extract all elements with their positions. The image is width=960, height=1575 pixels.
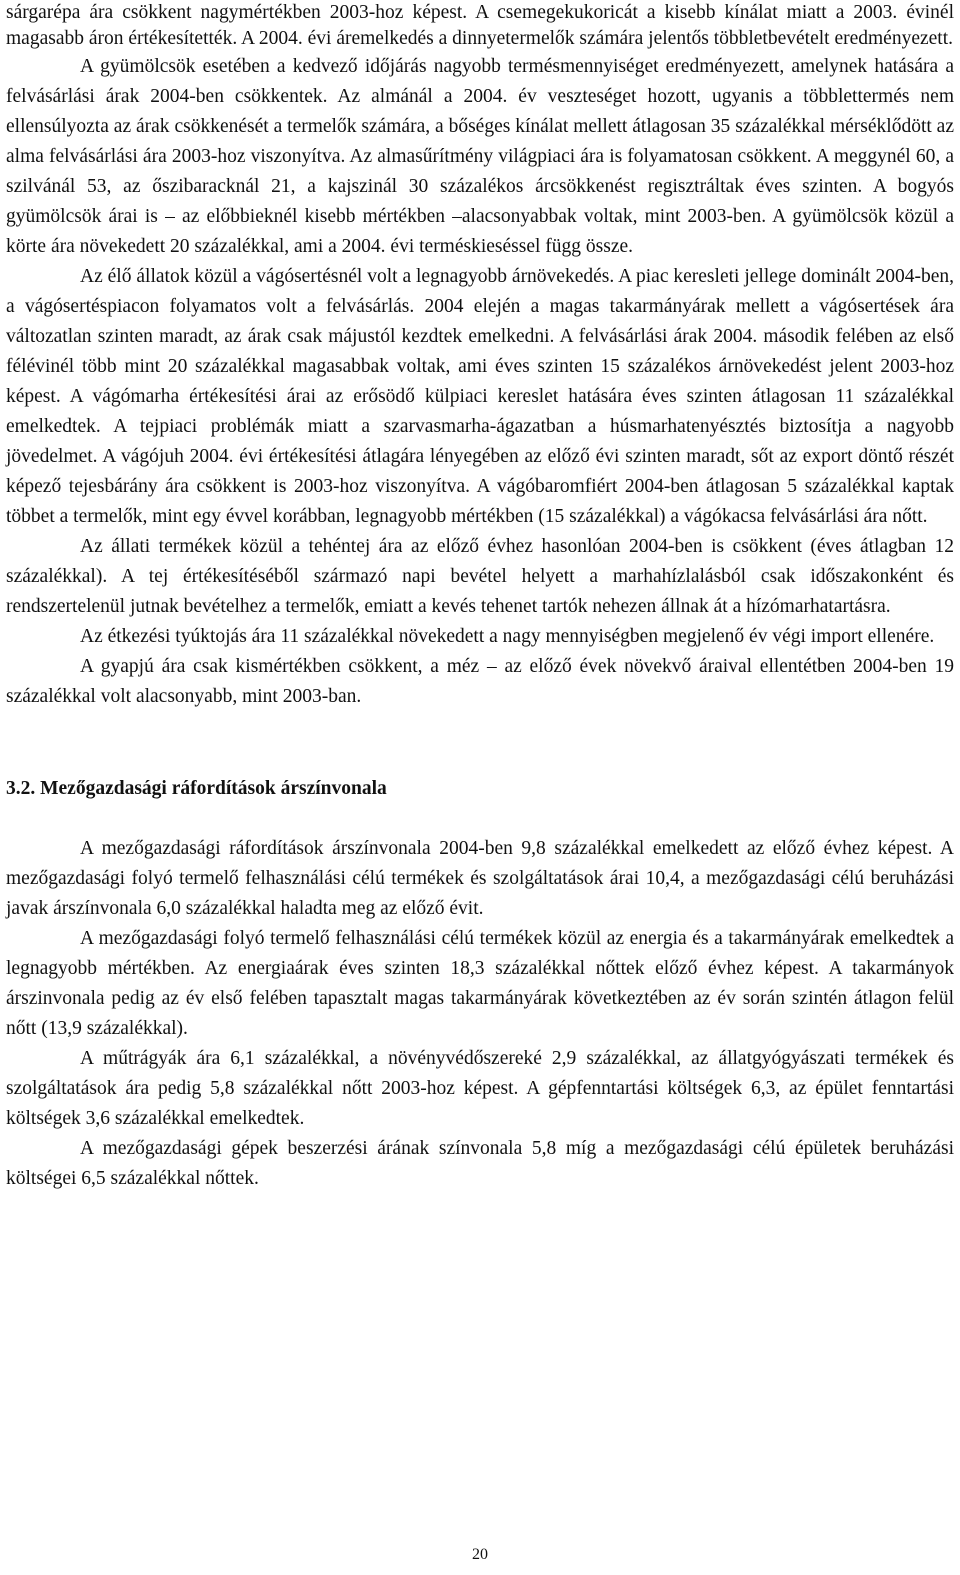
paragraph: A mezőgazdasági folyó termelő felhasználási célú termékek közül az energia és a takarmányárak emelkedtek a legnagyobb mértékben. Az energiaárak éves szinten 18,3 százalékkal nőttek előző évhez képest. A takarmányok árszinvonala pedig az év első felében tapasztalt magas takarmányárak következtében az év során szintén átlagon felül nőtt (13,9 százalékkal). [6, 928, 954, 1039]
spacer [6, 712, 954, 774]
paragraph: Az étkezési tyúktojás ára 11 százalékkal növekedett a nagy mennyiségben megjelenő év végi import ellenére. [80, 626, 935, 647]
section-title: Mezőgazdasági ráfordítások árszínvonala [40, 778, 387, 799]
paragraph: sárgarépa ára csökkent nagymértékben 2003-hoz képest. A csemegekukoricát a kisebb kínálat miatt a 2003. évinél magasabb áron értékesítették. A 2004. évi áremelkedés a dinnyetermelők számára jelentős többletbevételt eredményezett. [6, 2, 954, 49]
paragraph: A gyapjú ára csak kismértékben csökkent, a méz – az előző évek növekvő áraival ellentétben 2004-ben 19 százalékkal volt alacsonyabb, mint 2003-ban. [6, 656, 954, 707]
spacer [6, 804, 954, 834]
document-page [6, 0, 954, 1194]
paragraph: Az állati termékek közül a tehéntej ára az előző évhez hasonlóan 2004-ben is csökkent (éves átlagban 12 százalékkal). A tej értékesítéséből származó napi bevétel helyett a marhahízlalásból csak időszakonként és rendszertelenül jutnak bevételhez a termelők, emiatt a kevés tehenet tartók nehezen állnak át a hízómarhatartásra. [6, 536, 954, 617]
paragraph: A műtrágyák ára 6,1 százalékkal, a növényvédőszereké 2,9 százalékkal, az állatgyógyászati termékek és szolgáltatások ára pedig 5,8 százalékkal nőtt 2003-hoz képest. A gépfenntartási költségek 6,3, az épület fenntartási költségek 3,6 százalékkal emelkedtek. [6, 1048, 954, 1129]
paragraph: Az élő állatok közül a vágósertésnél volt a legnagyobb árnövekedés. A piac keresleti jellege dominált 2004-ben, a vágósertéspiacon folyamatos volt a felvásárlás. 2004 elején a magas takarmányárak mellett a vágósertések ára változatlan szinten maradt, az árak csak májustól kezdtek emelkedni. A felvásárlási árak 2004. második felében az első félévinél több mint 20 százalékkal magasabbak voltak, ami éves szinten 15 százalékos árnövekedést jelent 2003-hoz képest. A vágómarha értékesítési árai az erősödő külpiaci kereslet hatására éves szinten átlagosan 11 százalékkal emelkedtek. A tejpiaci problémák miatt a szarvasmarha-ágazatban a húsmarhatenyésztés biztosítja a nagyobb jövedelmet. A vágójuh 2004. évi értékesítési átlagára lényegében az előző évi szinten maradt, sőt az export döntő részét képező tejesbárány ára csökkent is 2003-hoz viszonyítva. A vágóbaromfiért 2004-ben átlagosan 5 százalékkal kaptak többet a termelők, mint egy évvel korábban, legnagyobb mértékben (15 százalékkal) a vágókacsa felvásárlási ára nőtt. [6, 266, 954, 527]
page-number: 20 [472, 1546, 488, 1563]
paragraph: A mezőgazdasági ráfordítások árszínvonala 2004-ben 9,8 százalékkal emelkedett az előző évhez képest. A mezőgazdasági folyó termelő felhasználási célú termékek és szolgáltatások árai 10,4, a mezőgazdasági célú beruházási javak árszínvonala 6,0 százalékkal haladta meg az előző évit. [6, 838, 954, 919]
body-text-block-1 [6, 0, 954, 712]
paragraph: A mezőgazdasági gépek beszerzési árának színvonala 5,8 míg a mezőgazdasági célú épületek beruházási költségei 6,5 százalékkal nőttek. [6, 1138, 954, 1189]
section-heading [6, 774, 954, 804]
paragraph: A gyümölcsök esetében a kedvező időjárás nagyobb termésmennyiséget eredményezett, amelynek hatására a felvásárlási árak 2004-ben csökkentek. Az almánál a 2004. év veszteséget hozott, ugyanis a többlettermés nem ellensúlyozta az árak csökkenését a termelők számára, a bőséges kínálat mellett átlagosan 35 százalékkal mérséklődött az alma felvásárlási ára 2003-hoz viszonyítva. Az almasűrítmény világpiaci ára is folyamatosan csökkent. A meggynél 60, a szilvánál 53, az őszibaracknál 21, a kajszinál 30 százalékos árcsökkenést regisztráltak éves szinten. A bogyós gyümölcsök árai is – az előbbieknél kisebb mértékben –alacsonyabbak voltak, mint 2003-ben. A gyümölcsök közül a körte ára növekedett 20 százalékkal, ami a 2004. évi terméskieséssel függ össze. [6, 56, 954, 257]
body-text-block-2 [6, 834, 954, 1194]
section-number: 3.2. [6, 778, 36, 799]
